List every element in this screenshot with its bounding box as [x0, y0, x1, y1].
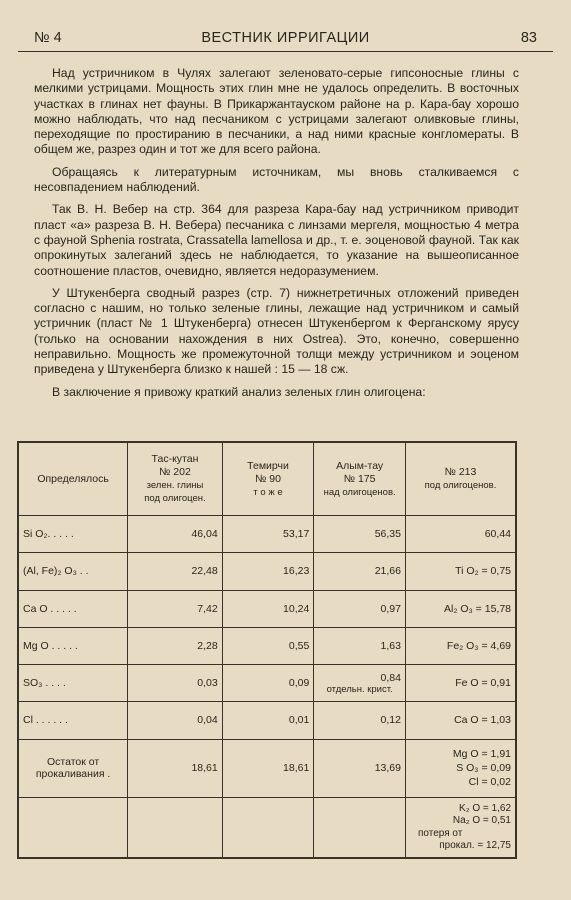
- table-row: Mg O . . . . . 2,28 0,55 1,63 Fe₂ O₃ = 4,69: [18, 627, 516, 664]
- header-213: № 213 под олигоценов.: [405, 442, 516, 516]
- table-row: (Al, Fe)₂ O₃ . . 22,48 16,23 21,66 Ti O₂ = 0,75: [18, 553, 516, 590]
- table-row: Ca O . . . . . 7,42 10,24 0,97 Al₂ O₃ = 15,78: [18, 590, 516, 627]
- header-temirchi: Темирчи № 90 т о ж е: [222, 442, 314, 516]
- analysis-table: [17, 441, 517, 859]
- page-header: [34, 30, 537, 50]
- header-determined: Определялось: [18, 442, 128, 516]
- paragraph-2: Обращаясь к литературным источникам, мы вновь сталкиваемся с несовпадением наблюдений.: [34, 164, 519, 195]
- table-row: Остаток от прокаливания . 18,61 18,61 13,69 Mg O = 1,91 S O₃ = 0,09 Cl = 0,02: [18, 739, 516, 797]
- paragraph-3: Так В. Н. Вебер на стр. 364 для разреза Кара-бау над устричником приводит пласт «а» разреза В. Н. Вебера) песчаника с линзами мергеля, мощностью 4 метра с фауной Sphenia rostrata, Crassatella lamellosa и др., т. е. эоценовой фауной. Так как опрокинутых залеганий здесь не наблюдается, то указание на вышеописанное соотношение пластов, очевидно, является недоразумением.: [34, 202, 519, 278]
- table-row: K₂ O = 1,62 Na₂ O = 0,51 потеря от прокал. = 12,75: [18, 798, 516, 858]
- table-row: SO₃ . . . . 0,03 0,09 0,84 отдельн. крист. Fe O = 0,91: [18, 665, 516, 702]
- issue-number: № 4: [34, 30, 62, 46]
- body-text: [34, 66, 519, 407]
- header-taskutan: Тас-кутан № 202 зелен. глины под олигоцен.: [128, 442, 223, 516]
- paragraph-5: В заключение я привожу краткий анализ зеленых глин олигоцена:: [52, 384, 426, 399]
- paragraph-4: У Штукенберга сводный разрез (стр. 7) нижнетретичных отложений приведен согласно с нашим, но только зеленые глины, лежащие над устричником и самый устричник (пласт № 1 Штукенберга) отнесен Штукенбергом к Ферганскому ярусу (только на основании нахождения в них Ostrea). Это, конечно, совершенно неправильно. Мощность же промежуточной толщи между устричником и эоценом приведена у Штукенберга близко к нашей : 15 — 18 сж.: [34, 285, 519, 377]
- journal-title: ВЕСТНИК ИРРИГАЦИИ: [201, 30, 370, 46]
- table-row: Cl . . . . . . 0,04 0,01 0,12 Ca O = 1,03: [18, 702, 516, 739]
- paragraph-1: Над устричником в Чулях залегают зеленовато-серые гипсоносные глины с мелкими устрицами. Мощность этих глин мне не удалось определить. В восточных участках в глинах нет фауны. В Прикаржантауском районе на р. Кара-бау хорошо можно наблюдать, что над песчаником с устрицами залегают оливковые глины, переходящие по простиранию в песчаники, а над ними красные конгломераты. В общем же, разрез один и тот же для всего района.: [34, 66, 519, 157]
- table-header-row: [18, 442, 516, 516]
- note-separate-crystals: отдельн. крист.: [326, 683, 393, 695]
- page-number: 83: [520, 30, 537, 46]
- header-alymtau: Алым-тау № 175 над олигоценов.: [314, 442, 406, 516]
- header-rule: [18, 51, 553, 52]
- table-row: Si O₂. . . . . 46,04 53,17 56,35 60,44: [18, 516, 516, 553]
